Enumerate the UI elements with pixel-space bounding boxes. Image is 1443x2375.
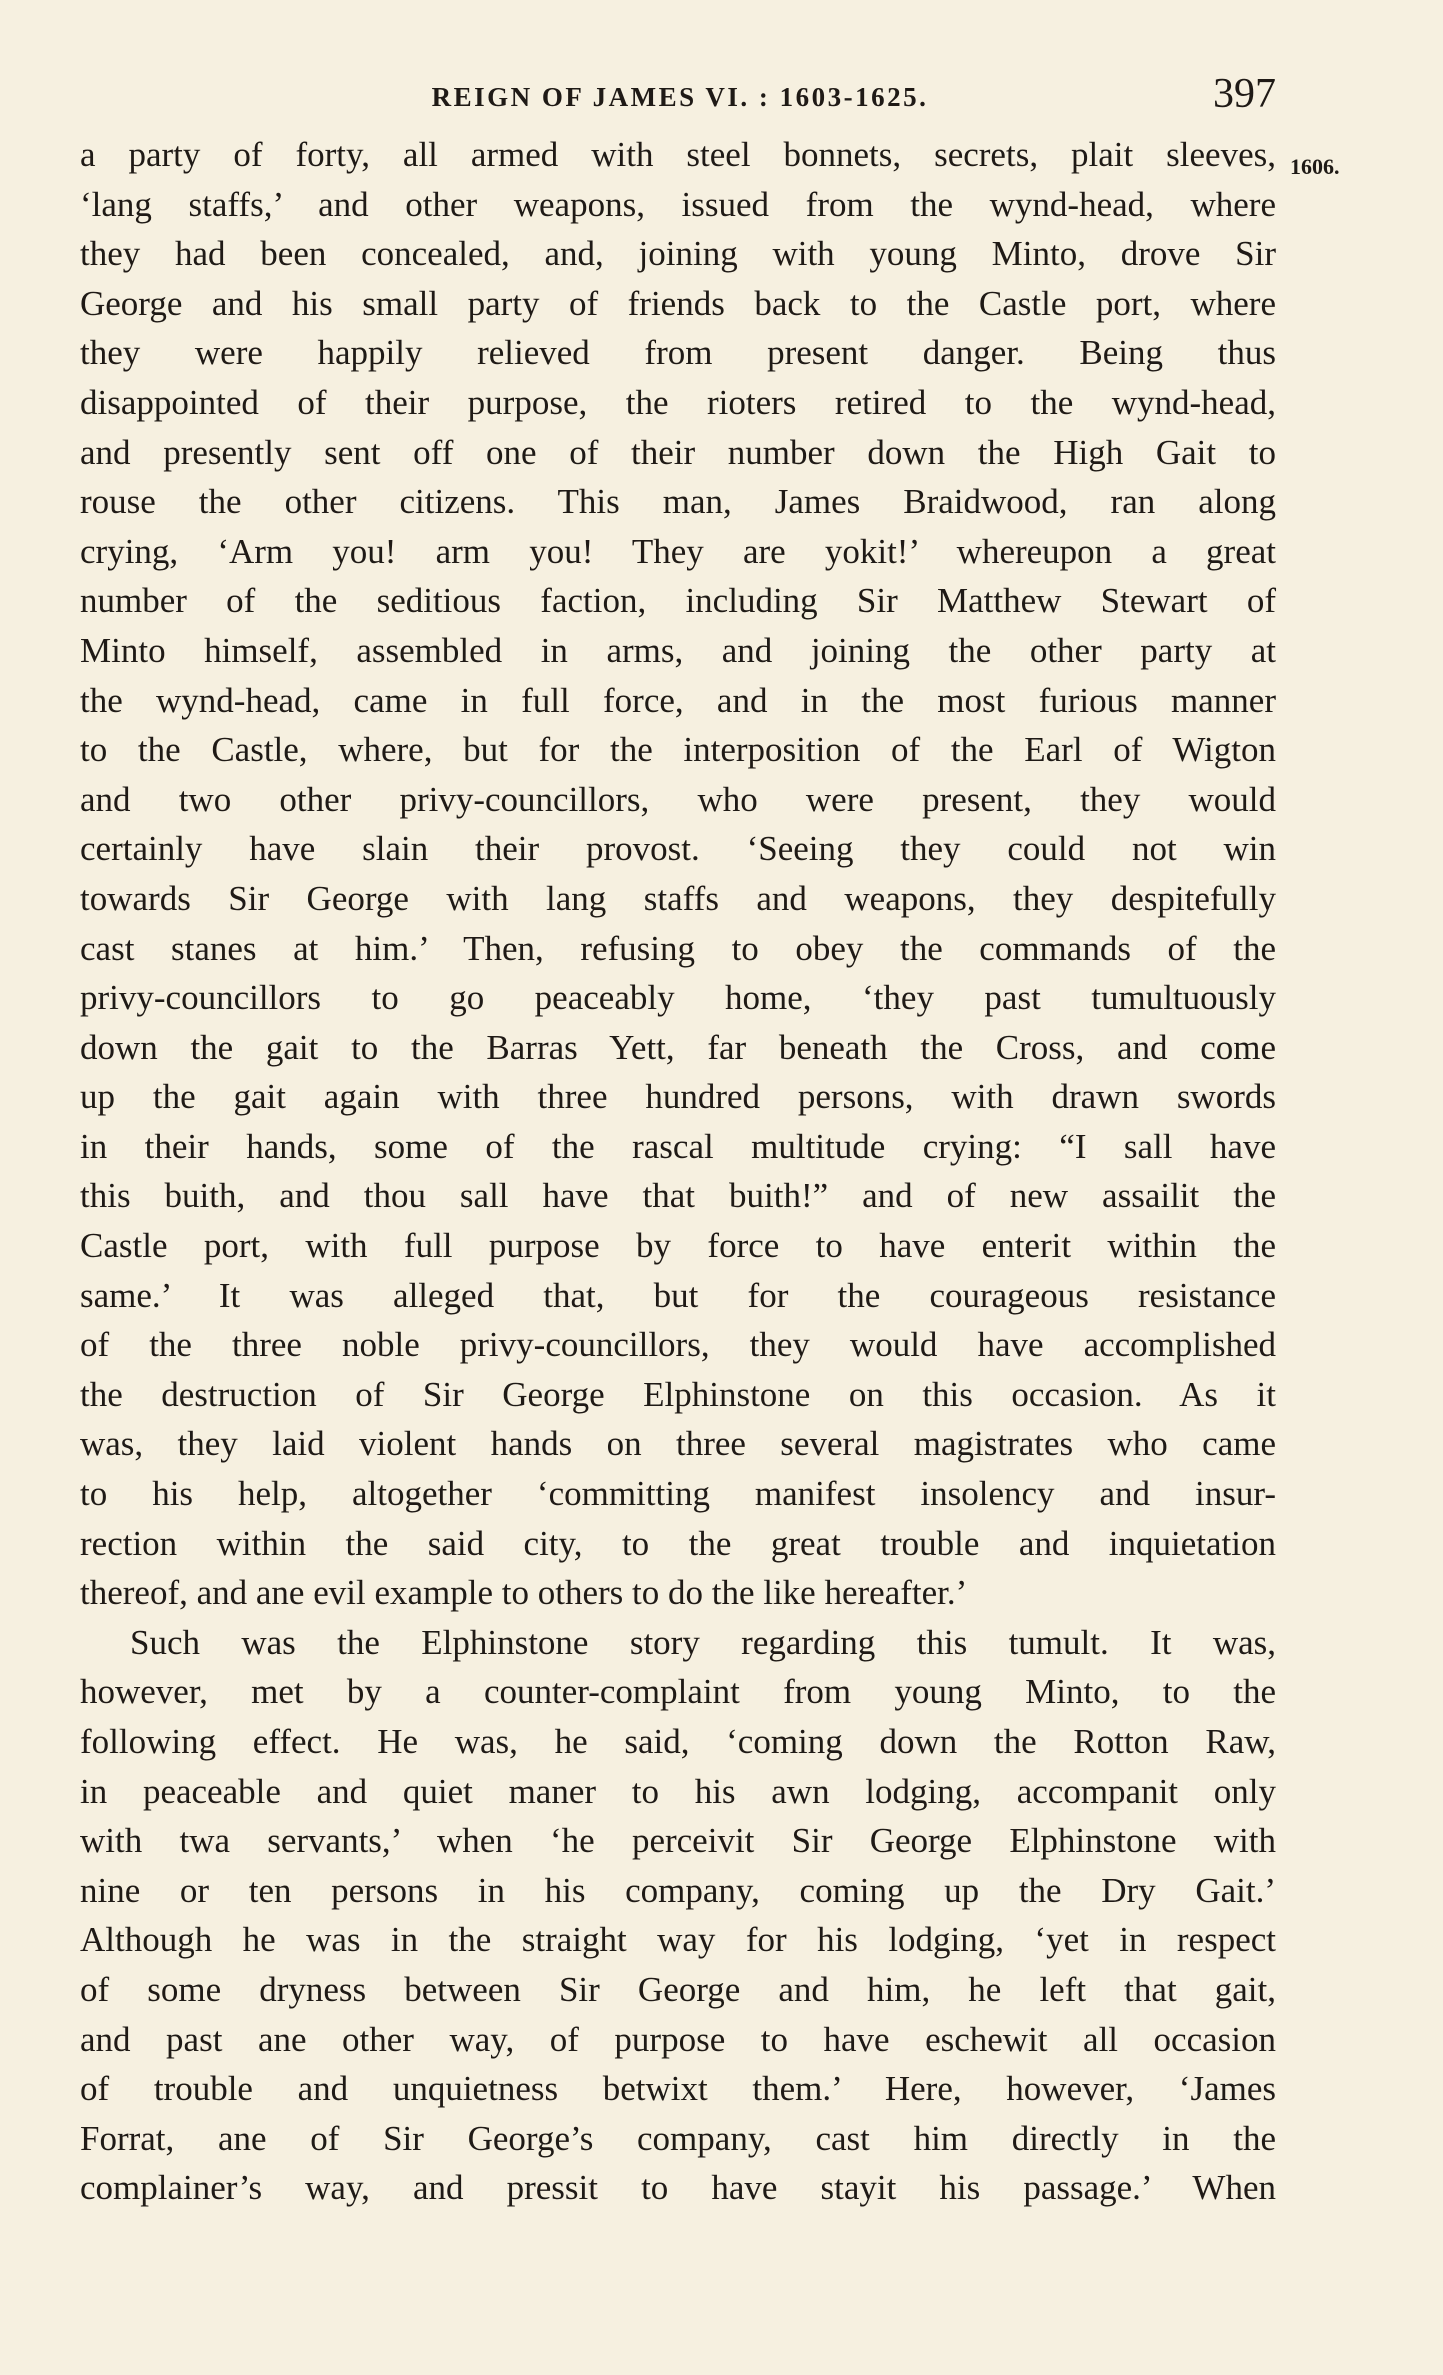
text-line: nine or ten persons in his company, coming up the Dry Gait.’ — [80, 1870, 1276, 1910]
text-line: and past ane other way, of purpose to have eschewit all occasion — [80, 2019, 1276, 2059]
text-line: Castle port, with full purpose by force to have enterit within the — [80, 1226, 1276, 1266]
text-line: and presently sent off one of their number down the High Gait to — [80, 432, 1276, 472]
text-line: towards Sir George with lang staffs and weapons, they despitefully — [80, 878, 1276, 918]
text-line: this buith, and thou sall have that buith!” and of new assailit the — [80, 1176, 1276, 1216]
running-title: REIGN OF JAMES VI. : 1603-1625. — [431, 82, 929, 112]
margin-date-note: 1606. — [1290, 154, 1340, 179]
text-line: they were happily relieved from present danger. Being thus — [80, 333, 1276, 373]
page-number: 397 — [1213, 71, 1276, 117]
text-line: certainly have slain their provost. ‘Seeing they could not win — [80, 829, 1276, 869]
text-line: privy-councillors to go peaceably home, ‘they past tumultuously — [80, 978, 1276, 1018]
text-line: the wynd-head, came in full force, and in the most furious manner — [80, 680, 1276, 720]
running-head — [84, 70, 1276, 130]
text-line: however, met by a counter-complaint from young Minto, to the — [80, 1672, 1276, 1712]
text-line: thereof, and ane evil example to others to do the like hereafter.’ — [80, 1573, 968, 1613]
text-line: ‘lang staffs,’ and other weapons, issued from the wynd-head, where — [80, 184, 1276, 224]
text-line: they had been concealed, and, joining with young Minto, drove Sir — [80, 234, 1276, 274]
text-line: rection within the said city, to the great trouble and inquietation — [80, 1523, 1276, 1563]
text-line: of trouble and unquietness betwixt them.’ Here, however, ‘James — [80, 2069, 1276, 2109]
text-line: cast stanes at him.’ Then, refusing to obey the commands of the — [80, 928, 1276, 968]
text-line: to the Castle, where, but for the interposition of the Earl of Wigton — [80, 730, 1276, 770]
text-line: the destruction of Sir George Elphinstone on this occasion. As it — [80, 1374, 1276, 1414]
text-line: a party of forty, all armed with steel bonnets, secrets, plait sleeves, — [80, 135, 1276, 174]
text-line: disappointed of their purpose, the rioters retired to the wynd-head, — [80, 382, 1276, 422]
text-line: with twa servants,’ when ‘he perceivit Sir George Elphinstone with — [80, 1821, 1276, 1861]
text-line: complainer’s way, and pressit to have stayit his passage.’ When — [80, 2168, 1276, 2208]
text-line: Although he was in the straight way for his lodging, ‘yet in respect — [80, 1920, 1276, 1960]
text-line: Minto himself, assembled in arms, and joining the other party at — [80, 630, 1276, 670]
text-line: rouse the other citizens. This man, James Braidwood, ran along — [80, 482, 1276, 522]
text-line: of some dryness between Sir George and him, he left that gait, — [80, 1969, 1276, 2009]
text-line: was, they laid violent hands on three several magistrates who came — [80, 1424, 1276, 1464]
text-line: number of the seditious faction, including Sir Matthew Stewart of — [80, 581, 1276, 621]
text-line: in their hands, some of the rascal multitude crying: “I sall have — [80, 1126, 1276, 1166]
text-line: following effect. He was, he said, ‘coming down the Rotton Raw, — [80, 1722, 1276, 1761]
text-line: same.’ It was alleged that, but for the courageous resistance — [80, 1275, 1276, 1315]
text-line: to his help, altogether ‘committing manifest insolency and insur- — [80, 1474, 1276, 1514]
text-line: Such was the Elphinstone story regarding this tumult. It was, — [130, 1622, 1276, 1662]
text-line: in peaceable and quiet maner to his awn lodging, accompanit only — [80, 1771, 1276, 1811]
text-line: crying, ‘Arm you! arm you! They are yokit!’ whereupon a great — [80, 531, 1276, 571]
body-text — [80, 130, 1290, 2213]
text-line: up the gait again with three hundred persons, with drawn swords — [80, 1077, 1276, 1117]
text-line: and two other privy-councillors, who were present, they would — [80, 779, 1276, 819]
text-line: down the gait to the Barras Yett, far beneath the Cross, and come — [80, 1027, 1276, 1067]
text-line: of the three noble privy-councillors, they would have accomplished — [80, 1325, 1276, 1365]
text-line: Forrat, ane of Sir George’s company, cast him directly in the — [80, 2118, 1276, 2158]
text-line: George and his small party of friends back to the Castle port, where — [80, 283, 1276, 323]
